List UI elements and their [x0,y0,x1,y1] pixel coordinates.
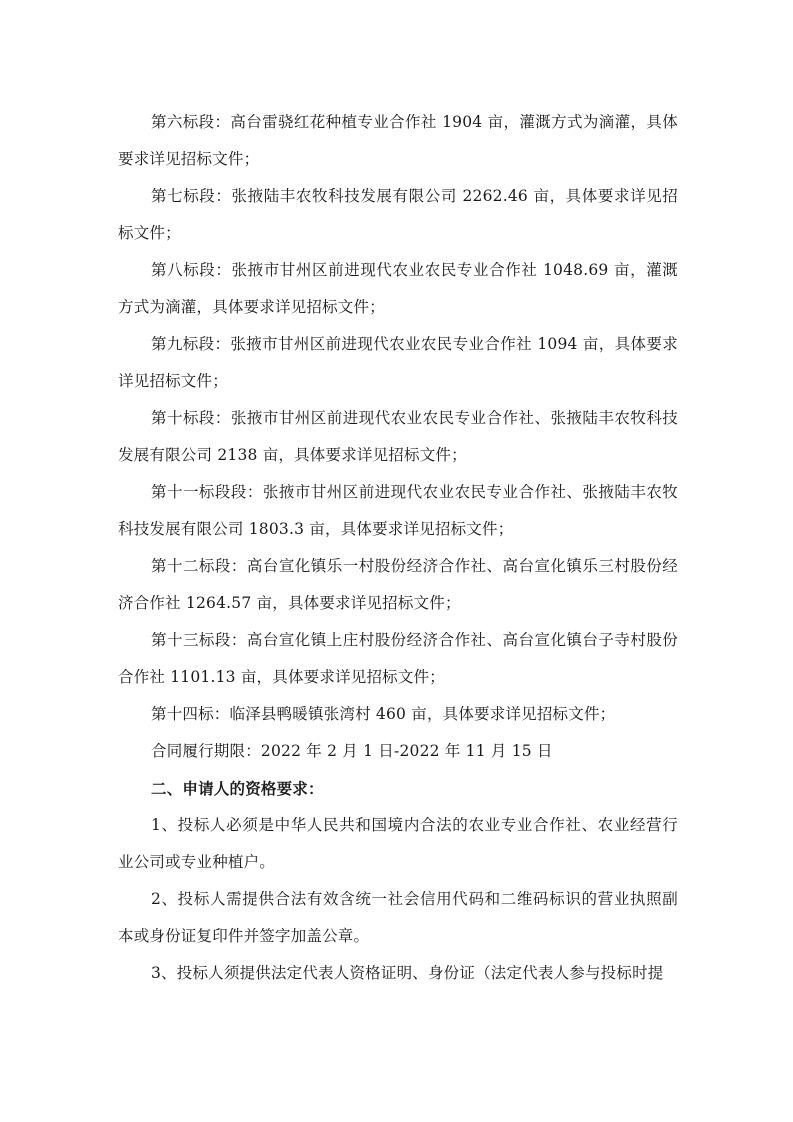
contract-period-paragraph: 合同履行期限：2022 年 2 月 1 日-2022 年 11 月 15 日 [151,742,553,760]
lot-7-paragraph: 第七标段：张掖陆丰农牧科技发展有限公司 2262.46 亩，具体要求详见招标文件； [118,187,678,242]
requirement-1: 1、投标人必须是中华人民共和国境内合法的农业专业合作社、农业经营行业公司或专业种植户。 [118,816,678,871]
document-body [118,104,678,992]
lot-12-paragraph: 第十二标段：高台宣化镇乐一村股份经济合作社、高台宣化镇乐三村股份经济合作社 1264.57 亩，具体要求详见招标文件； [118,557,678,612]
lot-9-paragraph: 第九标段：张掖市甘州区前进现代农业农民专业合作社 1094 亩，具体要求详见招标文件； [118,335,678,390]
requirement-3: 3、投标人须提供法定代表人资格证明、身份证（法定代表人参与投标时提 [151,964,664,982]
lot-6-paragraph: 第六标段：高台雷骁红花种植专业合作社 1904 亩，灌溉方式为滴灌，具体要求详见招标文件； [118,113,678,168]
lot-8-paragraph: 第八标段：张掖市甘州区前进现代农业农民专业合作社 1048.69 亩，灌溉方式为滴灌，具体要求详见招标文件； [118,261,678,316]
requirement-2: 2、投标人需提供合法有效含统一社会信用代码和二维码标识的营业执照副本或身份证复印件并签字加盖公章。 [118,890,678,945]
lot-11-paragraph: 第十一标段段：张掖市甘州区前进现代农业农民专业合作社、张掖陆丰农牧科技发展有限公司 1803.3 亩，具体要求详见招标文件； [118,483,678,538]
section-heading: 二、申请人的资格要求： [151,779,324,798]
lot-14-paragraph: 第十四标：临泽县鸭暖镇张湾村 460 亩，具体要求详见招标文件； [151,705,616,723]
lot-10-paragraph: 第十标段：张掖市甘州区前进现代农业农民专业合作社、张掖陆丰农牧科技发展有限公司 2138 亩，具体要求详见招标文件； [118,409,678,464]
lot-13-paragraph: 第十三标段：高台宣化镇上庄村股份经济合作社、高台宣化镇台子寺村股份合作社 1101.13 亩，具体要求详见招标文件； [118,631,678,686]
